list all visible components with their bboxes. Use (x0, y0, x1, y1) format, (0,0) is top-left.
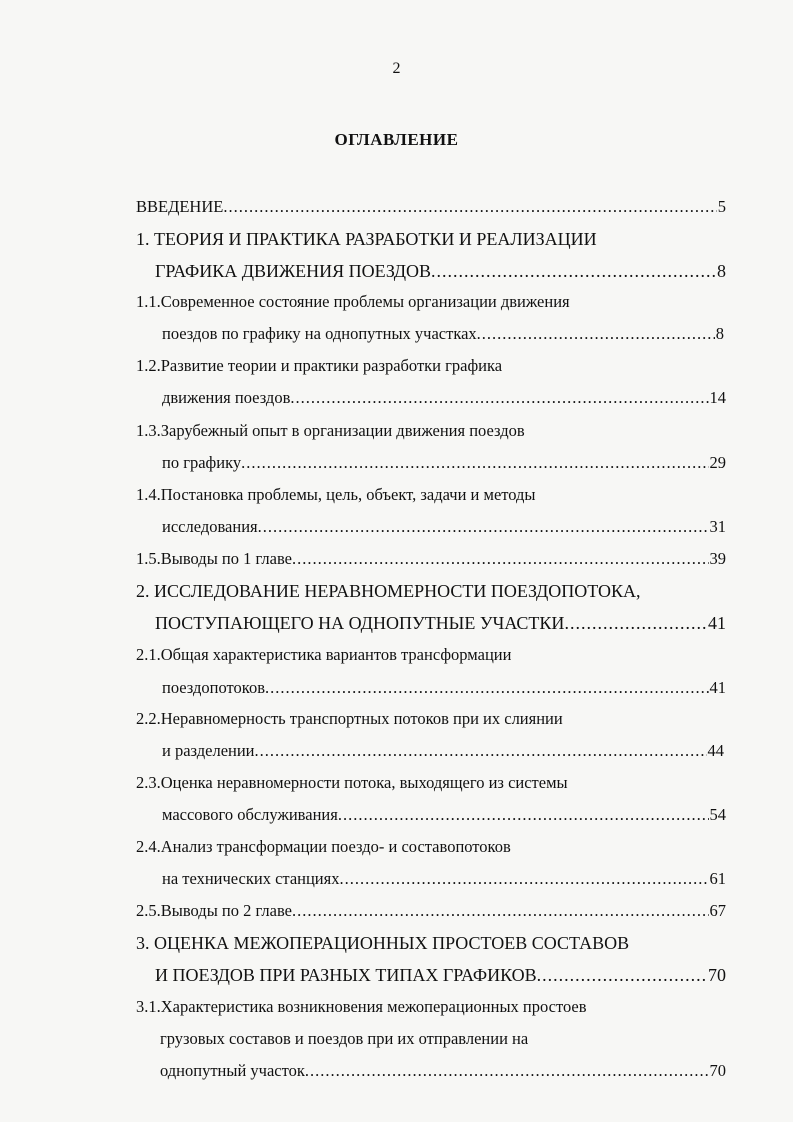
toc-entry-text: однопутный участок (160, 1061, 305, 1080)
leader-dots (290, 385, 708, 411)
leader-dots (537, 962, 707, 988)
toc-entry-page: 29 (709, 453, 726, 472)
toc-section-2-3-line1: 2.3.Оценка неравномерности потока, выходящего из системы (136, 773, 568, 792)
toc-entry-page: 67 (709, 901, 726, 920)
toc-entry-page: 5 (717, 197, 726, 216)
leader-dots (305, 1058, 709, 1084)
leader-dots (292, 898, 709, 924)
leader-dots (265, 675, 709, 701)
toc-entry-text: исследования (162, 517, 258, 536)
toc-entry-text: 1.5.Выводы по 1 главе (136, 549, 292, 568)
toc-chapter-1 (155, 258, 726, 284)
leader-dots (258, 514, 709, 540)
toc-entry-page: 70 (708, 965, 726, 985)
toc-section-2-4-line1: 2.4.Анализ трансформации поездо- и составопотоков (136, 837, 511, 856)
toc-entry-text: 2.5.Выводы по 2 главе (136, 901, 292, 920)
toc-entry-text: поездопотоков (162, 678, 265, 697)
toc-section-2-2-line1: 2.2.Неравномерность транспортных потоков при их слиянии (136, 709, 563, 728)
toc-chapter-1-line1: 1. ТЕОРИЯ И ПРАКТИКА РАЗРАБОТКИ И РЕАЛИЗАЦИИ (136, 229, 597, 249)
toc-title: ОГЛАВЛЕНИЕ (334, 130, 459, 149)
toc-section-1-3-line1: 1.3.Зарубежный опыт в организации движения поездов (136, 421, 525, 440)
leader-dots (477, 321, 715, 347)
toc-entry-page: 54 (709, 805, 726, 824)
toc-section-3-1-line2: грузовых составов и поездов при их отправлении на (160, 1029, 529, 1048)
toc-section-1-2 (162, 385, 726, 411)
leader-dots (255, 738, 707, 764)
toc-section-2-4 (162, 866, 726, 892)
toc-section-2-1-line1: 2.1.Общая характеристика вариантов трансформации (136, 645, 512, 664)
toc-section-1-2-line1: 1.2.Развитие теории и практики разработки графика (136, 356, 503, 375)
toc-entry-page: 31 (709, 517, 726, 536)
toc-entry-page: 41 (709, 678, 726, 697)
toc-section-1-1-line1: 1.1.Современное состояние проблемы организации движения (136, 292, 570, 311)
toc-section-2-5 (136, 898, 726, 924)
toc-entry-text: на технических станциях (162, 869, 340, 888)
toc-entry-text: и разделении (162, 741, 255, 760)
leader-dots (241, 450, 708, 476)
toc-entry-page: 39 (709, 549, 726, 568)
leader-dots (292, 546, 709, 572)
toc-section-1-4-line1: 1.4.Постановка проблемы, цель, объект, задачи и методы (136, 485, 536, 504)
leader-dots (431, 258, 716, 284)
toc-entry-text: ВВЕДЕНИЕ (136, 197, 224, 216)
toc-entry-page: 70 (709, 1061, 726, 1080)
leader-dots (338, 802, 709, 828)
toc-entry-text: И ПОЕЗДОВ ПРИ РАЗНЫХ ТИПАХ ГРАФИКОВ (155, 965, 537, 985)
page-number: 2 (392, 60, 401, 77)
toc-entry-text: по графику (162, 453, 242, 472)
toc-section-1-3 (162, 450, 726, 476)
toc-entry-page: 8 (715, 324, 724, 343)
toc-section-1-1 (162, 321, 724, 347)
toc-section-2-2 (162, 738, 724, 764)
toc-entry-text: поездов по графику на однопутных участках (162, 324, 477, 343)
toc-chapter-3-line1: 3. ОЦЕНКА МЕЖОПЕРАЦИОННЫХ ПРОСТОЕВ СОСТАВОВ (136, 933, 630, 953)
toc-section-1-4 (162, 514, 726, 540)
toc-entry-page: 44 (707, 741, 724, 760)
toc-entry-page: 14 (709, 388, 726, 407)
toc-section-2-3 (162, 802, 726, 828)
leader-dots (339, 866, 708, 892)
toc-section-3-1 (160, 1058, 726, 1084)
toc-section-3-1-line1: 3.1.Характеристика возникновения межоперационных простоев (136, 997, 587, 1016)
toc-entry-page: 41 (708, 613, 726, 633)
toc-entry-page: 8 (717, 261, 726, 281)
leader-dots (564, 610, 707, 636)
toc-entry-introduction (136, 194, 726, 220)
toc-entry-text: движения поездов (162, 388, 291, 407)
toc-section-1-5 (136, 546, 726, 572)
toc-section-2-1 (162, 675, 726, 701)
leader-dots (223, 194, 716, 220)
toc-chapter-2 (155, 610, 726, 636)
toc-chapter-2-line1: 2. ИССЛЕДОВАНИЕ НЕРАВНОМЕРНОСТИ ПОЕЗДОПОТОКА, (136, 581, 641, 601)
toc-entry-text: ПОСТУПАЮЩЕГО НА ОДНОПУТНЫЕ УЧАСТКИ (155, 613, 565, 633)
toc-entry-text: ГРАФИКА ДВИЖЕНИЯ ПОЕЗДОВ (155, 261, 432, 281)
toc-entry-page: 61 (709, 869, 726, 888)
toc-entry-text: массового обслуживания (162, 805, 338, 824)
toc-chapter-3 (155, 962, 726, 988)
